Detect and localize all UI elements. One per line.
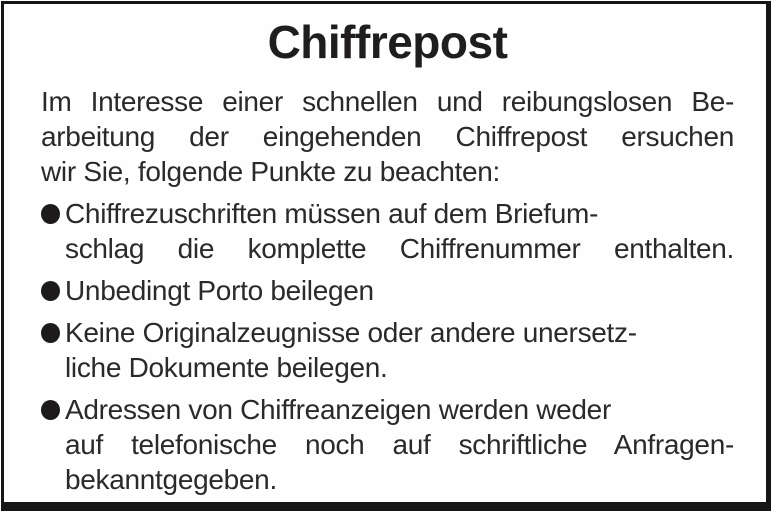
bullet-item bbox=[41, 315, 734, 385]
bullet-item bbox=[41, 392, 734, 497]
bullet-text bbox=[65, 273, 734, 308]
bullet-item bbox=[41, 273, 734, 308]
intro-paragraph bbox=[41, 84, 734, 189]
notice-title: Chiffrepost bbox=[267, 16, 508, 68]
bullet-icon bbox=[41, 196, 65, 266]
bullet-line: Adressen von Chiffreanzeigen werden weder bbox=[65, 394, 611, 425]
intro-line: arbeitung der eingehenden Chiffrepost ersuchen bbox=[41, 121, 734, 152]
bullet-icon bbox=[41, 392, 65, 497]
intro-line: wir Sie, folgende Punkte zu beachten: bbox=[41, 156, 500, 187]
bullet-line: auf telefonische noch auf schriftliche Anfragen- bbox=[65, 429, 734, 460]
bullet-text bbox=[65, 392, 734, 497]
bullet-icon bbox=[41, 273, 65, 308]
bullet-line: liche Dokumente beilegen. bbox=[65, 352, 388, 383]
bullet-icon bbox=[41, 315, 65, 385]
bullet-line: Chiffrezuschriften müssen auf dem Briefum- bbox=[65, 198, 599, 229]
bullet-line: schlag die komplette Chiffrenummer enthalten. bbox=[65, 233, 734, 264]
bullet-line: Keine Originalzeugnisse oder andere unersetz- bbox=[65, 317, 637, 348]
intro-line: Im Interesse einer schnellen und reibungslosen Be- bbox=[41, 86, 734, 117]
bullet-line: Unbedingt Porto beilegen bbox=[65, 275, 374, 306]
bullet-text bbox=[65, 196, 734, 266]
bullet-text bbox=[65, 315, 734, 385]
bullet-item bbox=[41, 196, 734, 266]
notice-box bbox=[1, 1, 771, 511]
bullet-line: bekanntgegeben. bbox=[65, 464, 277, 495]
